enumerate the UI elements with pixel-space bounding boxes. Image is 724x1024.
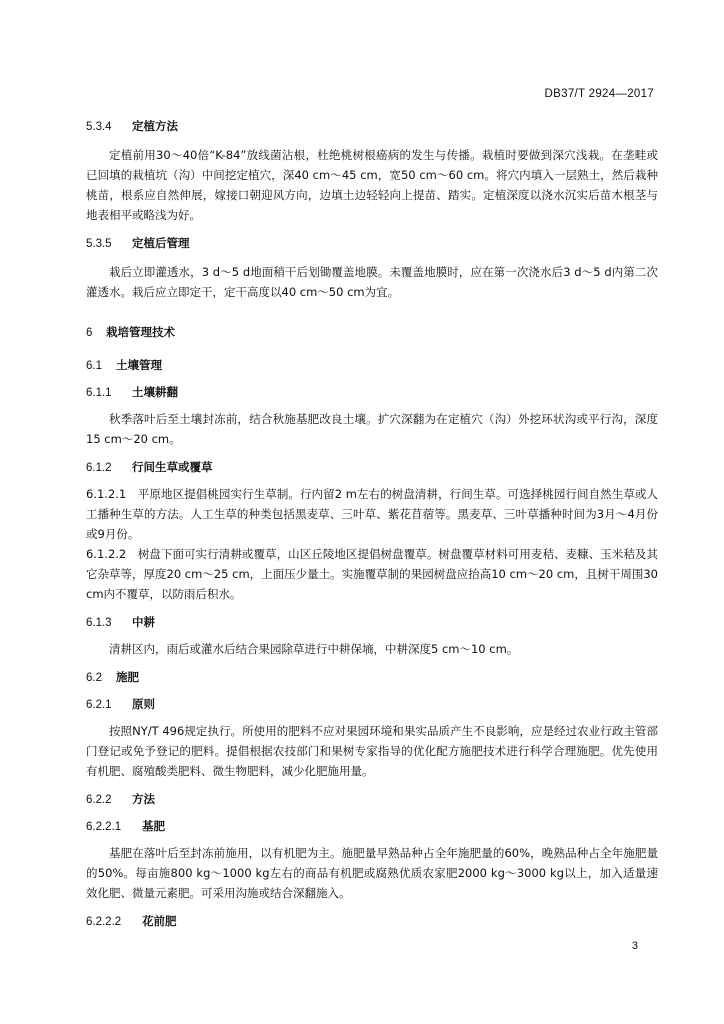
- section-number: 5.3.5: [86, 238, 112, 250]
- section-heading: [86, 384, 658, 401]
- section-heading: [86, 235, 658, 252]
- section-title: 施肥: [116, 670, 139, 684]
- section-title: 定植后管理: [132, 236, 190, 250]
- section-number: 6.2.2.1: [86, 821, 122, 833]
- paragraph: 秋季落叶后至土壤封冻前，结合秋施基肥改良土壤。扩穴深翻为在定植穴（沟）外挖环状沟或平行沟，深度15 cm～20 cm。: [86, 412, 658, 446]
- section-heading: [86, 324, 658, 341]
- section-number: 6.2.2: [86, 794, 112, 806]
- section-heading: [86, 791, 658, 808]
- page-number: 3: [631, 940, 638, 952]
- standard-code: DB37/T 2924—2017: [544, 88, 654, 100]
- section-title: 土壤耕翻: [132, 385, 178, 399]
- paragraph: 定植前用30～40倍“K-84”放线菌沾根，杜绝桃树根癌病的发生与传播。栽植时要做到深穴浅栽。在垄畦或已回填的栽植坑（沟）中间挖定植穴，深40 cm～45 cm，宽50 cm～60 cm。将穴内填入一层熟土，然后栽种桃苗，根系应自然伸展，嫁接口朝迎风方向，边填土边轻轻向上提苗、踏实。定植深度以浇水沉实后苗木根茎与地表相平或略浅为好。: [86, 148, 658, 222]
- section-number: 6.2: [86, 672, 102, 684]
- section-title: 定植方法: [132, 119, 178, 133]
- section-heading: [86, 614, 658, 631]
- paragraph: 栽后立即灌透水，3 d～5 d地面稍干后划锄覆盖地膜。未覆盖地膜时，应在第一次浇水后3 d～5 d内第二次灌透水。栽后应立即定干，定干高度以40 cm～50 cm为宜。: [86, 265, 658, 299]
- section-title: 基肥: [142, 819, 165, 833]
- section-number: 6: [86, 327, 93, 339]
- numbered-paragraph: 6.1.2.1 平原地区提倡桃园实行生草制。行内留2 m左右的树盘清耕，行间生草。可选择桃园行间自然生草或人工播种生草的方法。人工生草的种类包括黑麦草、三叶草、紫花苜蓿等。黑麦草、三叶草播种时间为3月～4月份或9月份。: [86, 487, 658, 541]
- section-heading: [86, 459, 658, 476]
- section-number: 6.1.2: [86, 462, 112, 474]
- section-title: 方法: [132, 792, 155, 806]
- paragraph: 基肥在落叶后至封冻前施用，以有机肥为主。施肥量早熟品种占全年施肥量的60%，晚熟品种占全年施肥量的50%。每亩施800 kg～1000 kg左右的商品有机肥或腐熟优质农家肥2000 kg～3000 kg以上，加入适量速效化肥、微量元素肥。可采用沟施或结合深翻施入。: [86, 846, 658, 900]
- section-heading: [86, 669, 658, 686]
- section-heading: [86, 357, 658, 374]
- section-number: 6.1.1: [86, 387, 112, 399]
- paragraph: 清耕区内，雨后或灌水后结合果园除草进行中耕保墒，中耕深度5 cm～10 cm。: [109, 642, 519, 656]
- section-number: 6.2.1: [86, 699, 112, 711]
- section-number: 5.3.4: [86, 121, 112, 133]
- section-title: 栽培管理技术: [106, 325, 175, 339]
- section-title: 原则: [132, 697, 155, 711]
- section-title: 行间生草或覆草: [132, 460, 213, 474]
- section-number: 6.2.2.2: [86, 916, 122, 928]
- section-title: 中耕: [132, 615, 155, 629]
- section-heading: [86, 118, 658, 135]
- section-heading: [86, 818, 658, 835]
- section-number: 6.1: [86, 360, 102, 372]
- section-title: 花前肥: [142, 914, 177, 928]
- section-heading: [86, 696, 658, 713]
- section-number: 6.1.3: [86, 617, 112, 629]
- document-body: [86, 110, 658, 930]
- section-title: 土壤管理: [116, 358, 162, 372]
- numbered-paragraph: 6.1.2.2 树盘下面可实行清耕或覆草，山区丘陵地区提倡树盘覆草。树盘覆草材料可用麦秸、麦糠、玉米秸及其它杂草等，厚度20 cm～25 cm，上面压少量土。实施覆草制的果园树盘应抬高10 cm～20 cm，且树干周围30 cm内不覆草，以防雨后积水。: [86, 547, 658, 601]
- section-heading: [86, 913, 658, 930]
- paragraph: 按照NY/T 496规定执行。所使用的肥料不应对果园环境和果实品质产生不良影响，应是经过农业行政主管部门登记或免予登记的肥料。提倡根据农技部门和果树专家指导的优化配方施肥技术进行科学合理施肥。优先使用有机肥、腐殖酸类肥料、微生物肥料，减少化肥施用量。: [86, 724, 658, 778]
